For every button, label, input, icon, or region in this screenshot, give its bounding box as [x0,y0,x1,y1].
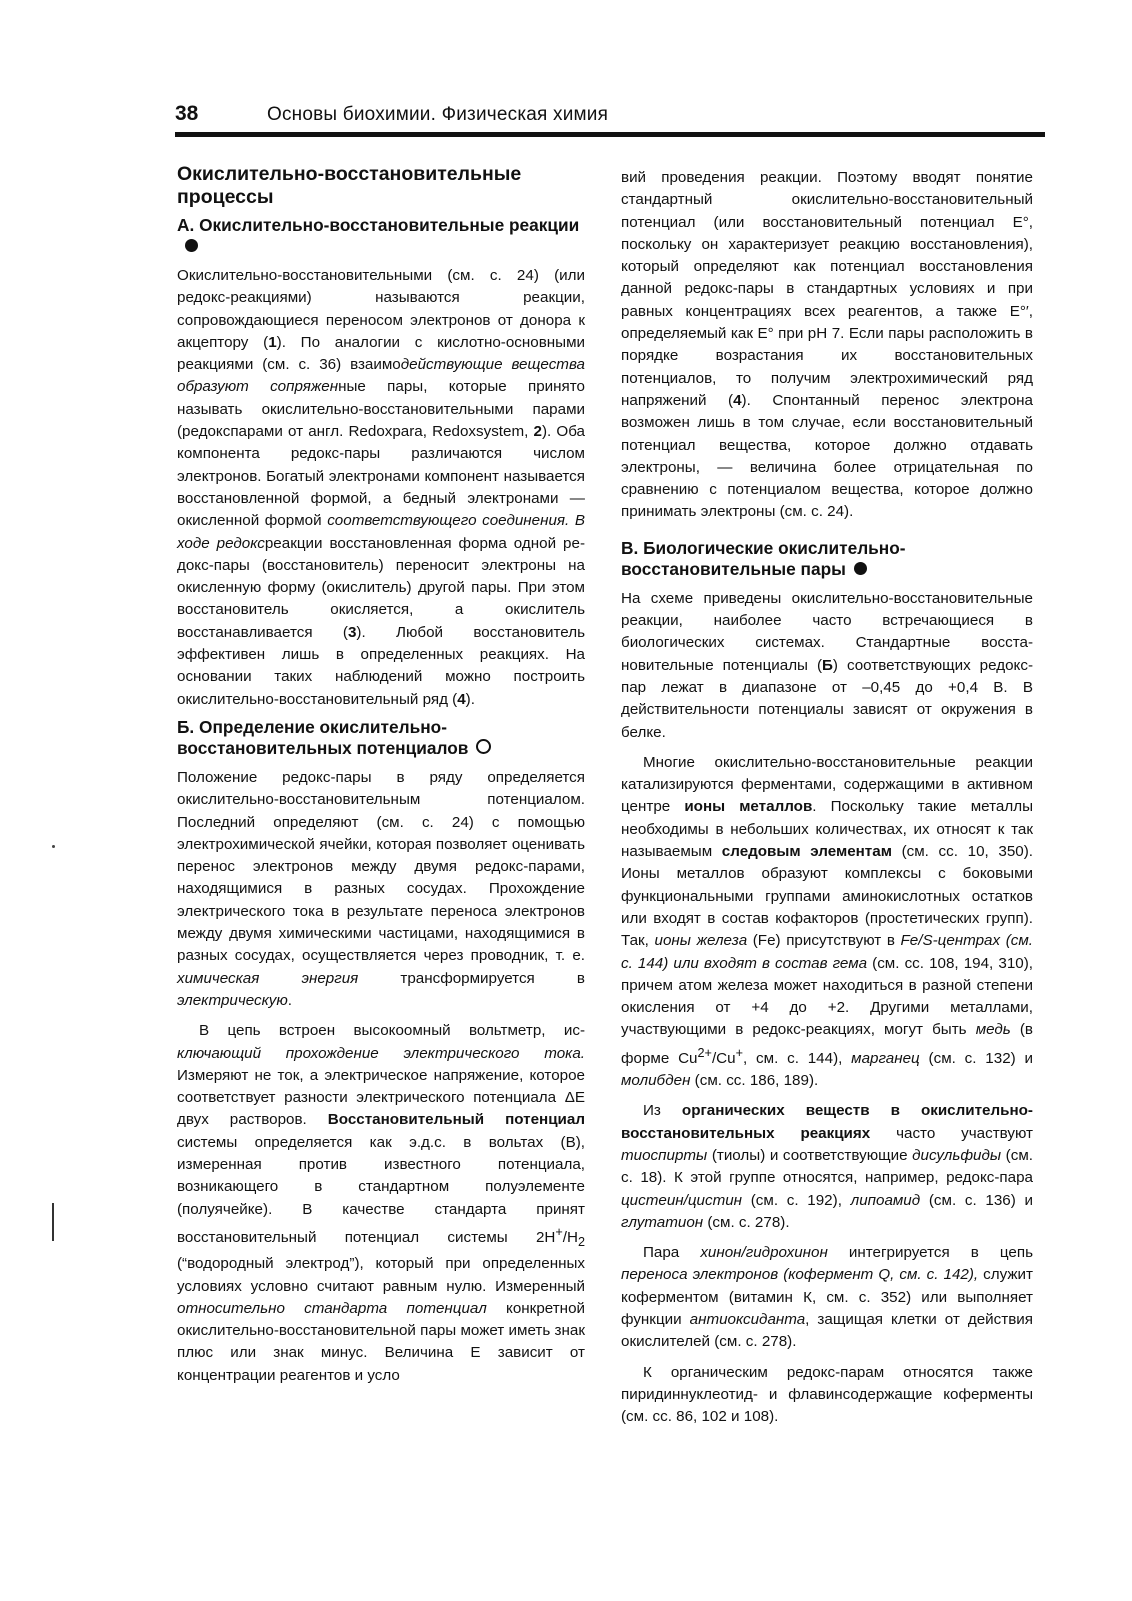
margin-mark [52,1203,54,1241]
open-circle-icon [476,739,491,754]
chapter-heading: Окислительно-восстановительные процессы [177,163,522,208]
filled-circle-icon [185,239,198,252]
page-number: 38 [175,102,199,125]
scan-speck [52,845,55,848]
continued-paragraph: вий проведения реакции. Поэтому вводят понятие стандартный окислительно-восстановительный потенциал (или восстановительный потенциал E°, поскольку он характеризует реакцию восстановления), который определяют как потенциал восстановления данной редокс-пары в стандартных условиях и при равных концентрациях всех реагентов, а также E°′, определяемый как E° при pH 7. Если пары расположить в порядке возрастания их восстановительных потенциалов, то получим электрохимический ряд напряжений (4). Спонтанный перенос электрона возможен лишь в том случае, если восстановительный потенциал вещества, которое должно отдавать электроны, — величина более отрицательная по сравнению с потенциалом вещества, которое должно принимать электроны (см. с. 24). [621,169,1033,521]
right-column [621,167,1033,1429]
filled-circle-icon [854,562,867,575]
section-v-heading: В. Биологические окислительно- восстановительные пары [621,537,906,579]
section-v-paragraph-2: Многие окислительно-восстановительные реакции катализируются ферментами, содержащими в активном центре ионы металлов. Поскольку такие металлы необходимы в небольших количествах, их относят к так называемым следовым элементам (см. сс. 10, 350). Ионы металлов образуют комплексы с боковыми функциональными группами аминокислотных остатков или входят в состав кофакторов (простетических групп). Так, ионы железа (Fe) присутствуют в Fe/S-центрах (см. с. 144) или входят в состав гема (см. сс. 108, 194, 310), причем атом железа может находиться в разной степени окисления от +4 до +2. Другими металлами, участвующими в редокс-реакциях, могут быть медь (в форме $Cu^{2+}/Cu^+$, см. с. 144), марганец (см. с. 132) и молибден (см. сс. 186, 189). [621,753,1034,1090]
section-v-paragraph-4: Пара хинон/гидрохинон интегрируется в цепь переноса электронов (кофермент Q, см. с. 142), служит коферментом (витамин К, см. с. 352) или выполняет функции антиоксиданта, защищая клетки от действия окислителей (см. с. 278). [621,1244,1033,1351]
section-v-paragraph-5: К органическим редокс-парам относятся также пиридиннуклеотид- и флавинсодержащие коферменты (см. сс. 86, 102 и 108). [621,1363,1033,1426]
section-v-paragraph-1: На схеме приведены окислительно-восстановительные реакции, наиболее часто встречающиеся в биологических системах. Стандартные восстановительные потенциалы (Б) соответствующих редокс-пар лежат в диапазоне от –0,45 до +0,4 В. В действительности потенциалы зависят от окружения в белке. [621,589,1033,741]
section-b-heading: Б. Определение окислительно- восстановительных потенциалов [177,717,585,759]
running-title: Основы биохимии. Физическая химия [267,104,609,125]
section-v-paragraph-3: Из органических веществ в окислительно-восстановительных реакциях часто участвуют тиоспирты (тиолы) и соответствующие дисульфиды (см. с. 18). К этой группе относятся, например, редокс-пара цистеин/цистин (см. с. 192), липоамид (см. с. 136) и глутатион (см. с. 278). [621,1102,1034,1231]
section-b-paragraph-2: В цепь встроен высокоомный вольтметр, исключающий прохождение электрического тока. Измеряют не ток, а электрическое напряжение, которое соответствует разности электрического потенциала ΔE двух растворов. Восстановительный потенциал системы определяется как э.д.с. в вольтах (В), измеренная против известного потенциала, возникающего в стандартном полуэлементе (полуячейке). В качестве стандарта принят восстановительный потенциал системы $2H^+/H_2$ (“водородный электрод”), который при определенных условиях условно считают равным нулю. Измеренный относительно стандарта потенциал конкретной окислительно-восстановительной пары может иметь знак плюс или знак минус. Величина E зависит от концентрации реагентов и усло [177,1022,585,1384]
left-column [177,163,585,1387]
section-b-paragraph-1: Положение редокс-пары в ряду определяется окислительно-восстановительным потенциалом. Последний определяют (см. с. 24) с помощью электрохимической ячейки, которая позволяет оценивать перенос электронов между двумя редокс-парами, находящимися в разных сосудах. Прохождение электрического тока в результате переноса электронов между двумя химическими частицами, находящимися в разных сосудах, осуществляется через проводник, т. е. химическая энергия трансформируется в электрическую. [177,768,585,1009]
section-a-heading: А. Окислительно-восстановительные реакции [177,215,585,257]
page-header [175,100,1045,137]
section-a-paragraph: Окислительно-восстановительными (см. с. 24) (или редокс-реакциями) называются реакции, сопровождающиеся переносом электронов от донора к акцептору (1). По аналогии с кислотно-основными реакциями (см. с. 36) взаимодействующие вещества образуют сопряженные пары, которые принято называть окислительно-восстановительными парами (редокспарами от англ. Redoxpara, Redoxsystem, 2). Оба компонента редокс-пары различаются числом электронов. Богатый электронами компонент называется восстановленной формой, а бедный электронами — окисленной формой соответствующего соединения. В ходе редоксреакции восстановленная форма одной редокс-пары (восстановитель) переносит электроны на окисленную форму (окислитель) другой пары. При этом восстановитель окисляется, а окислитель восстанавливается (3). Любой восстановитель эффективен лишь в определенных реакциях. На основании таких наблюдений можно построить окислительно-восстановительный ряд (4). [177,267,586,708]
